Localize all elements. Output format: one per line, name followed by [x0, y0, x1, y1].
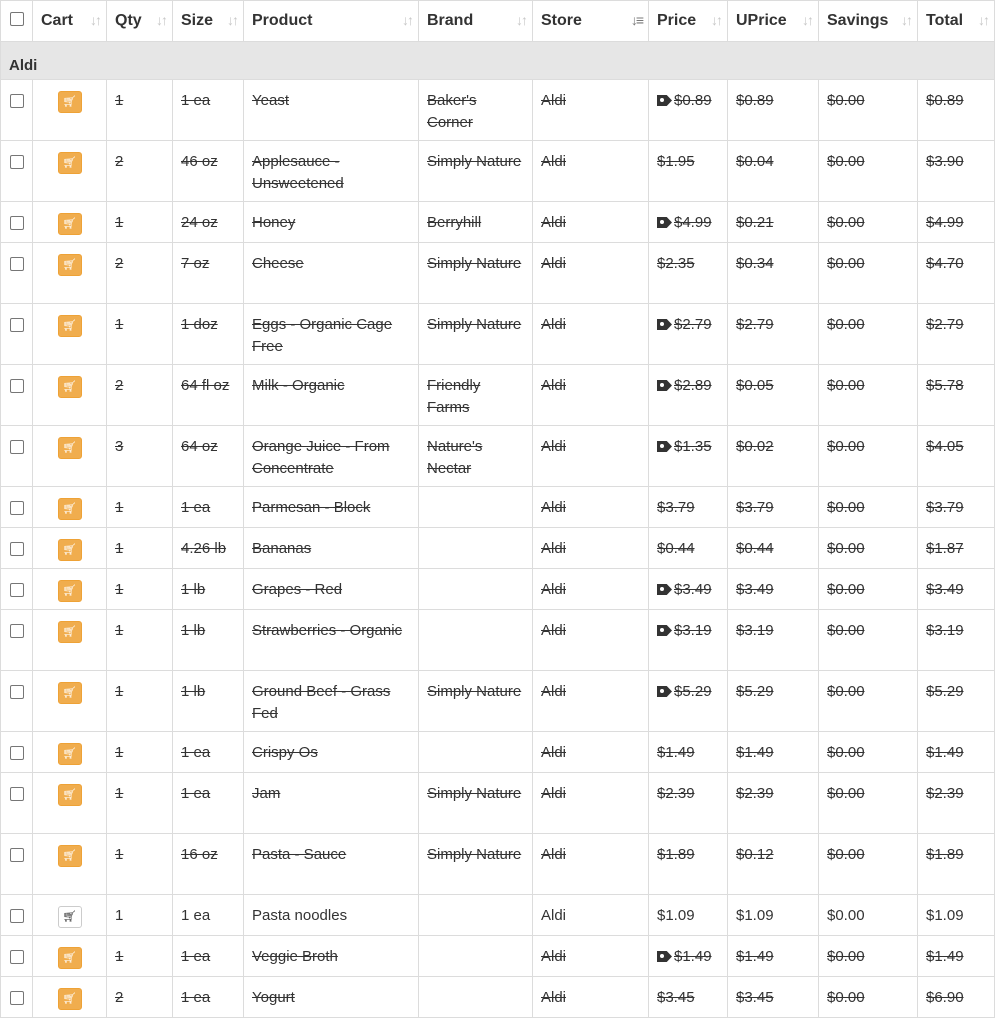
shopping-cart-icon[interactable]: 🛒︎ — [58, 947, 82, 969]
table-row — [1, 528, 995, 569]
table-row — [1, 732, 995, 773]
store-cell[interactable]: Aldi — [533, 773, 649, 834]
savings-cell: $0.00 — [819, 773, 918, 834]
product-cell[interactable]: Applesauce - Unsweetened — [244, 141, 419, 202]
cart-cell — [33, 243, 107, 304]
store-cell[interactable]: Aldi — [533, 243, 649, 304]
qty-cell[interactable]: 1 — [107, 304, 173, 365]
price-cell[interactable]: $1.35 — [649, 426, 728, 487]
column-header-price[interactable]: Price ↓↑ — [649, 1, 728, 42]
store-cell[interactable]: Aldi — [533, 569, 649, 610]
qty-cell[interactable]: 1 — [107, 487, 173, 528]
select-all-checkbox[interactable] — [10, 12, 24, 26]
qty-cell[interactable]: 1 — [107, 732, 173, 773]
size-cell[interactable]: 4.26 lb — [173, 528, 244, 569]
price-cell[interactable]: $2.39 — [649, 773, 728, 834]
savings-cell: $0.00 — [819, 141, 918, 202]
cart-cell — [33, 936, 107, 977]
total-cell: $2.79 — [918, 304, 995, 365]
store-cell[interactable]: Aldi — [533, 671, 649, 732]
product-cell[interactable]: Ground Beef - Grass Fed — [244, 671, 419, 732]
size-cell[interactable]: 16 oz — [173, 834, 244, 895]
product-cell[interactable]: Bananas — [244, 528, 419, 569]
price-cell[interactable]: $1.89 — [649, 834, 728, 895]
uprice-cell: $0.21 — [728, 202, 819, 243]
price-cell[interactable]: $0.44 — [649, 528, 728, 569]
size-cell[interactable]: 1 ea — [173, 977, 244, 1018]
row-checkbox[interactable] — [10, 155, 24, 169]
cart-cell — [33, 671, 107, 732]
total-cell: $1.89 — [918, 834, 995, 895]
store-cell[interactable]: Aldi — [533, 304, 649, 365]
qty-cell[interactable]: 1 — [107, 80, 173, 141]
qty-cell[interactable]: 1 — [107, 671, 173, 732]
row-select-cell — [1, 610, 33, 671]
row-checkbox[interactable] — [10, 501, 24, 515]
column-header-brand[interactable]: Brand ↓↑ — [419, 1, 533, 42]
product-cell[interactable]: Milk - Organic — [244, 365, 419, 426]
cart-cell — [33, 202, 107, 243]
product-cell[interactable]: Yeast — [244, 80, 419, 141]
uprice-cell: $2.79 — [728, 304, 819, 365]
brand-cell[interactable]: Simply Nature — [419, 243, 533, 304]
price-cell[interactable]: $0.89 — [649, 80, 728, 141]
brand-cell[interactable]: Friendly Farms — [419, 365, 533, 426]
savings-cell: $0.00 — [819, 304, 918, 365]
savings-cell: $0.00 — [819, 671, 918, 732]
uprice-cell: $1.09 — [728, 895, 819, 936]
price-cell[interactable]: $4.99 — [649, 202, 728, 243]
cart-cell — [33, 487, 107, 528]
total-cell: $3.19 — [918, 610, 995, 671]
row-checkbox[interactable] — [10, 583, 24, 597]
brand-cell[interactable] — [419, 528, 533, 569]
total-cell: $2.39 — [918, 773, 995, 834]
brand-cell[interactable]: Berryhill — [419, 202, 533, 243]
brand-cell[interactable]: Simply Nature — [419, 141, 533, 202]
shopping-cart-icon[interactable]: 🛒︎ — [58, 213, 82, 235]
uprice-cell: $3.79 — [728, 487, 819, 528]
row-checkbox[interactable] — [10, 746, 24, 760]
table-row — [1, 977, 995, 1018]
sort-icon[interactable]: ↓↑ — [901, 12, 911, 28]
column-header-uprice[interactable]: UPrice ↓↑ — [728, 1, 819, 42]
total-cell: $4.05 — [918, 426, 995, 487]
column-header-store[interactable]: Store ↓≡ — [533, 1, 649, 42]
savings-cell: $0.00 — [819, 610, 918, 671]
product-cell[interactable]: Pasta - Sauce — [244, 834, 419, 895]
product-cell[interactable]: Eggs - Organic Cage Free — [244, 304, 419, 365]
store-cell[interactable]: Aldi — [533, 202, 649, 243]
qty-cell[interactable]: 2 — [107, 365, 173, 426]
uprice-cell: $1.49 — [728, 936, 819, 977]
sort-active-icon[interactable]: ↓≡ — [630, 12, 642, 28]
brand-cell[interactable]: Simply Nature — [419, 773, 533, 834]
price-cell[interactable]: $3.79 — [649, 487, 728, 528]
size-cell[interactable]: 1 lb — [173, 569, 244, 610]
store-group-row — [1, 42, 995, 80]
total-cell: $3.79 — [918, 487, 995, 528]
table-row — [1, 243, 995, 304]
select-all-column — [1, 1, 33, 42]
total-cell: $3.49 — [918, 569, 995, 610]
store-cell[interactable]: Aldi — [533, 365, 649, 426]
qty-cell[interactable]: 1 — [107, 528, 173, 569]
brand-cell[interactable]: Nature's Nectar — [419, 426, 533, 487]
qty-cell[interactable]: 1 — [107, 895, 173, 936]
price-tag-icon — [657, 951, 672, 962]
column-header-cart[interactable]: Cart ↓↑ — [33, 1, 107, 42]
row-checkbox[interactable] — [10, 94, 24, 108]
total-cell: $0.89 — [918, 80, 995, 141]
shopping-cart-icon[interactable]: 🛒︎ — [58, 498, 82, 520]
total-cell: $1.49 — [918, 936, 995, 977]
row-select-cell — [1, 365, 33, 426]
uprice-cell: $0.04 — [728, 141, 819, 202]
row-checkbox[interactable] — [10, 848, 24, 862]
row-checkbox[interactable] — [10, 440, 24, 454]
total-cell: $4.70 — [918, 243, 995, 304]
savings-cell: $0.00 — [819, 528, 918, 569]
price-tag-icon — [657, 686, 672, 697]
price-tag-icon — [657, 625, 672, 636]
row-select-cell — [1, 487, 33, 528]
qty-cell[interactable]: 2 — [107, 977, 173, 1018]
row-checkbox[interactable] — [10, 991, 24, 1005]
size-cell[interactable]: 24 oz — [173, 202, 244, 243]
uprice-cell: $2.39 — [728, 773, 819, 834]
column-header-size[interactable]: Size ↓↑ — [173, 1, 244, 42]
brand-cell[interactable] — [419, 569, 533, 610]
row-checkbox[interactable] — [10, 379, 24, 393]
table-row — [1, 569, 995, 610]
cart-cell — [33, 732, 107, 773]
qty-cell[interactable]: 1 — [107, 834, 173, 895]
size-cell[interactable]: 64 fl oz — [173, 365, 244, 426]
table-row — [1, 773, 995, 834]
row-checkbox[interactable] — [10, 257, 24, 271]
qty-cell[interactable]: 1 — [107, 202, 173, 243]
product-cell[interactable]: Parmesan - Block — [244, 487, 419, 528]
brand-cell[interactable] — [419, 610, 533, 671]
brand-cell[interactable] — [419, 977, 533, 1018]
row-checkbox[interactable] — [10, 216, 24, 230]
shopping-cart-icon[interactable]: 🛒︎ — [58, 988, 82, 1010]
cart-cell — [33, 365, 107, 426]
brand-cell[interactable] — [419, 895, 533, 936]
sort-icon[interactable]: ↓↑ — [516, 12, 526, 28]
store-cell[interactable]: Aldi — [533, 610, 649, 671]
price-cell[interactable]: $2.89 — [649, 365, 728, 426]
savings-cell: $0.00 — [819, 243, 918, 304]
brand-cell[interactable]: Simply Nature — [419, 304, 533, 365]
sort-icon[interactable]: ↓↑ — [156, 12, 166, 28]
size-cell[interactable]: 1 ea — [173, 773, 244, 834]
shopping-cart-icon[interactable]: 🛒︎ — [58, 376, 82, 398]
price-cell[interactable]: $3.49 — [649, 569, 728, 610]
savings-cell: $0.00 — [819, 895, 918, 936]
qty-cell[interactable]: 3 — [107, 426, 173, 487]
store-cell[interactable]: Aldi — [533, 834, 649, 895]
table-row — [1, 834, 995, 895]
shopping-cart-icon[interactable]: 🛒︎ — [58, 437, 82, 459]
column-header-qty[interactable]: Qty ↓↑ — [107, 1, 173, 42]
shopping-cart-icon[interactable]: 🛒︎ — [58, 152, 82, 174]
table-row — [1, 80, 995, 141]
price-cell[interactable]: $1.49 — [649, 936, 728, 977]
cart-cell — [33, 80, 107, 141]
price-cell[interactable]: $2.79 — [649, 304, 728, 365]
uprice-cell: $0.44 — [728, 528, 819, 569]
cart-cell — [33, 569, 107, 610]
size-cell[interactable]: 1 lb — [173, 671, 244, 732]
uprice-cell: $3.19 — [728, 610, 819, 671]
store-cell[interactable]: Aldi — [533, 732, 649, 773]
table-row — [1, 426, 995, 487]
uprice-cell: $3.49 — [728, 569, 819, 610]
price-tag-icon — [657, 584, 672, 595]
price-cell[interactable]: $3.45 — [649, 977, 728, 1018]
brand-cell[interactable] — [419, 732, 533, 773]
row-select-cell — [1, 834, 33, 895]
store-cell[interactable]: Aldi — [533, 528, 649, 569]
product-cell[interactable]: Yogurt — [244, 977, 419, 1018]
size-cell[interactable]: 1 ea — [173, 936, 244, 977]
size-cell[interactable]: 1 doz — [173, 304, 244, 365]
uprice-cell: $5.29 — [728, 671, 819, 732]
shopping-cart-icon[interactable]: 🛒︎ — [58, 621, 82, 643]
row-select-cell — [1, 80, 33, 141]
shopping-cart-icon[interactable]: 🛒︎ — [58, 539, 82, 561]
table-row — [1, 365, 995, 426]
row-select-cell — [1, 732, 33, 773]
row-checkbox[interactable] — [10, 685, 24, 699]
qty-cell[interactable]: 2 — [107, 243, 173, 304]
qty-cell[interactable]: 1 — [107, 569, 173, 610]
sort-icon[interactable]: ↓↑ — [402, 12, 412, 28]
sort-icon[interactable]: ↓↑ — [711, 12, 721, 28]
total-cell: $4.99 — [918, 202, 995, 243]
savings-cell: $0.00 — [819, 365, 918, 426]
price-cell[interactable]: $1.09 — [649, 895, 728, 936]
store-cell[interactable]: Aldi — [533, 936, 649, 977]
size-cell[interactable]: 46 oz — [173, 141, 244, 202]
brand-cell[interactable] — [419, 936, 533, 977]
product-cell[interactable]: Crispy Os — [244, 732, 419, 773]
product-cell[interactable]: Honey — [244, 202, 419, 243]
total-cell: $6.90 — [918, 977, 995, 1018]
uprice-cell: $1.49 — [728, 732, 819, 773]
qty-cell[interactable]: 1 — [107, 610, 173, 671]
price-tag-icon — [657, 95, 672, 106]
product-cell[interactable]: Grapes - Red — [244, 569, 419, 610]
row-select-cell — [1, 936, 33, 977]
cart-cell — [33, 895, 107, 936]
price-cell[interactable]: $3.19 — [649, 610, 728, 671]
price-tag-icon — [657, 380, 672, 391]
row-checkbox[interactable] — [10, 624, 24, 638]
price-cell[interactable]: $1.49 — [649, 732, 728, 773]
row-checkbox[interactable] — [10, 542, 24, 556]
size-cell[interactable]: 7 oz — [173, 243, 244, 304]
price-tag-icon — [657, 217, 672, 228]
table-row — [1, 895, 995, 936]
total-cell: $3.90 — [918, 141, 995, 202]
savings-cell: $0.00 — [819, 202, 918, 243]
uprice-cell: $0.12 — [728, 834, 819, 895]
savings-cell: $0.00 — [819, 834, 918, 895]
total-cell: $1.87 — [918, 528, 995, 569]
table-row — [1, 202, 995, 243]
row-select-cell — [1, 202, 33, 243]
uprice-cell: $0.05 — [728, 365, 819, 426]
row-select-cell — [1, 304, 33, 365]
sort-icon[interactable]: ↓↑ — [90, 12, 100, 28]
table-row — [1, 936, 995, 977]
table-row — [1, 610, 995, 671]
cart-cell — [33, 977, 107, 1018]
size-cell[interactable]: 64 oz — [173, 426, 244, 487]
product-cell[interactable]: Cheese — [244, 243, 419, 304]
store-group-label: Aldi — [1, 42, 995, 80]
store-cell[interactable]: Aldi — [533, 80, 649, 141]
cart-cell — [33, 141, 107, 202]
cart-cell — [33, 773, 107, 834]
row-select-cell — [1, 977, 33, 1018]
row-select-cell — [1, 528, 33, 569]
price-cell[interactable]: $5.29 — [649, 671, 728, 732]
price-cell[interactable]: $1.95 — [649, 141, 728, 202]
shopping-cart-icon[interactable]: 🛒︎ — [58, 254, 82, 276]
uprice-cell: $0.89 — [728, 80, 819, 141]
size-cell[interactable]: 1 ea — [173, 80, 244, 141]
shopping-cart-icon[interactable]: 🛒︎ — [58, 91, 82, 113]
column-header-total[interactable]: Total ↓↑ — [918, 1, 995, 42]
uprice-cell: $3.45 — [728, 977, 819, 1018]
savings-cell: $0.00 — [819, 977, 918, 1018]
row-checkbox[interactable] — [10, 787, 24, 801]
row-select-cell — [1, 426, 33, 487]
row-select-cell — [1, 895, 33, 936]
size-cell[interactable]: 1 ea — [173, 895, 244, 936]
savings-cell: $0.00 — [819, 732, 918, 773]
savings-cell: $0.00 — [819, 936, 918, 977]
total-cell: $1.49 — [918, 732, 995, 773]
product-cell[interactable]: Pasta noodles — [244, 895, 419, 936]
row-select-cell — [1, 141, 33, 202]
qty-cell[interactable]: 1 — [107, 936, 173, 977]
brand-cell[interactable]: Simply Nature — [419, 671, 533, 732]
cart-cell — [33, 610, 107, 671]
header-row — [1, 1, 995, 42]
brand-cell[interactable]: Baker's Corner — [419, 80, 533, 141]
shopping-cart-icon[interactable]: 🛒︎ — [58, 743, 82, 765]
qty-cell[interactable]: 1 — [107, 773, 173, 834]
column-header-product[interactable]: Product ↓↑ — [244, 1, 419, 42]
shopping-cart-icon[interactable]: 🛒︎ — [58, 906, 82, 928]
table-row — [1, 671, 995, 732]
sort-icon[interactable]: ↓↑ — [227, 12, 237, 28]
product-cell[interactable]: Strawberries - Organic — [244, 610, 419, 671]
row-checkbox[interactable] — [10, 950, 24, 964]
cart-cell — [33, 528, 107, 569]
table-row — [1, 141, 995, 202]
product-cell[interactable]: Jam — [244, 773, 419, 834]
table-row — [1, 304, 995, 365]
store-cell[interactable]: Aldi — [533, 487, 649, 528]
savings-cell: $0.00 — [819, 487, 918, 528]
row-checkbox[interactable] — [10, 909, 24, 923]
size-cell[interactable]: 1 ea — [173, 732, 244, 773]
total-cell: $1.09 — [918, 895, 995, 936]
savings-cell: $0.00 — [819, 569, 918, 610]
brand-cell[interactable] — [419, 487, 533, 528]
sort-icon[interactable]: ↓↑ — [978, 12, 988, 28]
qty-cell[interactable]: 2 — [107, 141, 173, 202]
row-select-cell — [1, 569, 33, 610]
size-cell[interactable]: 1 lb — [173, 610, 244, 671]
size-cell[interactable]: 1 ea — [173, 487, 244, 528]
uprice-cell: $0.34 — [728, 243, 819, 304]
store-cell[interactable]: Aldi — [533, 895, 649, 936]
savings-cell: $0.00 — [819, 426, 918, 487]
cart-cell — [33, 834, 107, 895]
shopping-cart-icon[interactable]: 🛒︎ — [58, 784, 82, 806]
row-checkbox[interactable] — [10, 318, 24, 332]
price-cell[interactable]: $2.35 — [649, 243, 728, 304]
total-cell: $5.29 — [918, 671, 995, 732]
savings-cell: $0.00 — [819, 80, 918, 141]
shopping-cart-icon[interactable]: 🛒︎ — [58, 580, 82, 602]
cart-cell — [33, 304, 107, 365]
brand-cell[interactable]: Simply Nature — [419, 834, 533, 895]
row-select-cell — [1, 671, 33, 732]
store-cell[interactable]: Aldi — [533, 141, 649, 202]
product-cell[interactable]: Orange Juice - From Concentrate — [244, 426, 419, 487]
product-cell[interactable]: Veggie Broth — [244, 936, 419, 977]
store-cell[interactable]: Aldi — [533, 977, 649, 1018]
uprice-cell: $0.02 — [728, 426, 819, 487]
column-header-savings[interactable]: Savings ↓↑ — [819, 1, 918, 42]
sort-icon[interactable]: ↓↑ — [802, 12, 812, 28]
total-cell: $5.78 — [918, 365, 995, 426]
row-select-cell — [1, 773, 33, 834]
price-tag-icon — [657, 441, 672, 452]
shopping-cart-icon[interactable]: 🛒︎ — [58, 682, 82, 704]
row-select-cell — [1, 243, 33, 304]
price-tag-icon — [657, 319, 672, 330]
store-cell[interactable]: Aldi — [533, 426, 649, 487]
cart-cell — [33, 426, 107, 487]
shopping-cart-icon[interactable]: 🛒︎ — [58, 315, 82, 337]
table-row — [1, 487, 995, 528]
shopping-cart-icon[interactable]: 🛒︎ — [58, 845, 82, 867]
